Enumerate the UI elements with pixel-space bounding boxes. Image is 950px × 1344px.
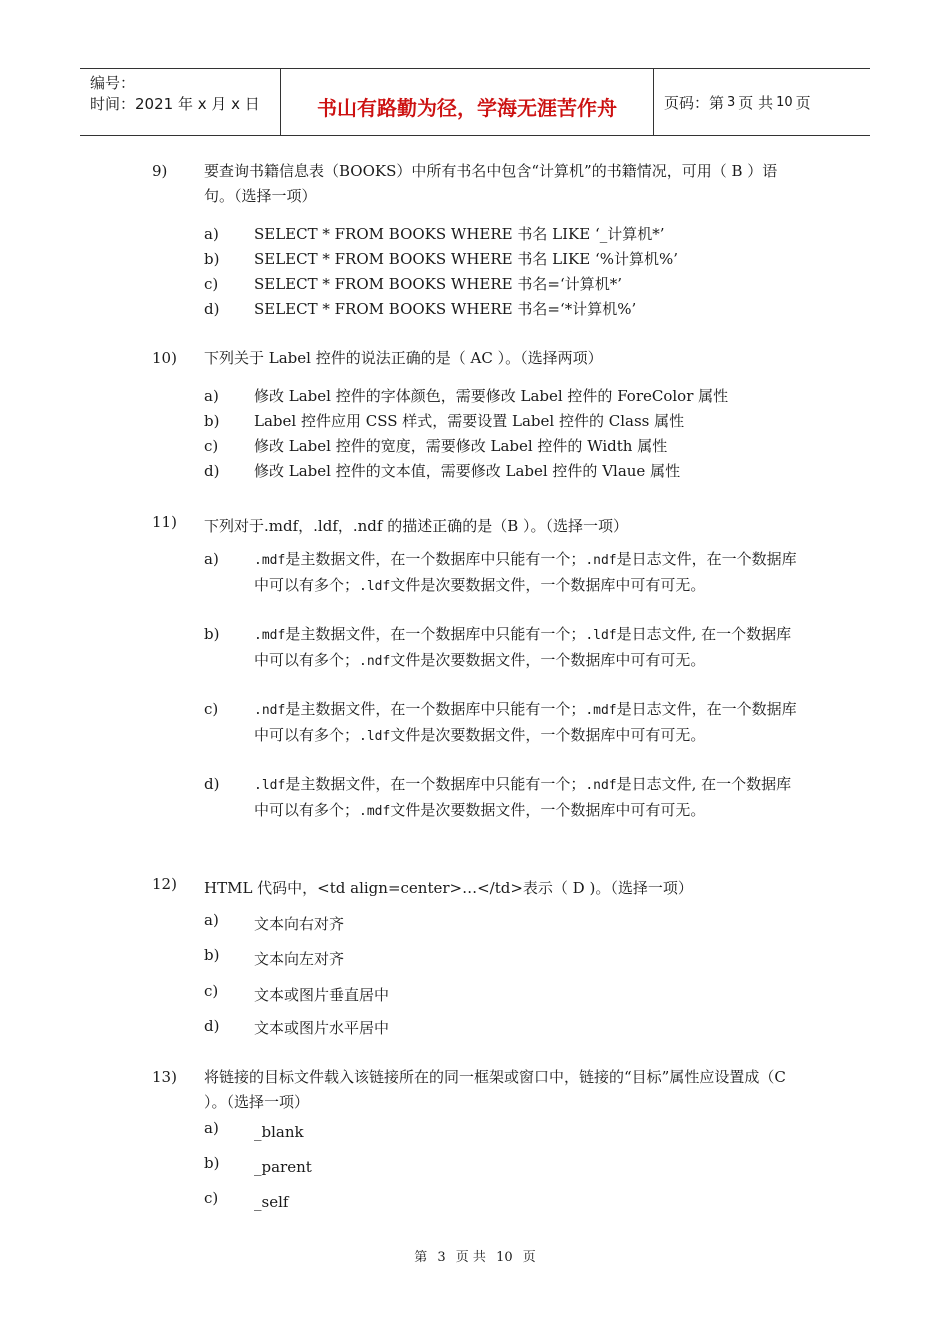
option-label: a) [204, 1119, 219, 1137]
option-text: SELECT * FROM BOOKS WHERE 书名 LIKE ‘_计算机*’ [254, 225, 665, 243]
option-text: .mdf是主数据文件，在一个数据库中只能有一个；.ldf是日志文件, 在一个数据库中可以有多个；.ndf文件是次要数据文件，一个数据库中可有可无。 [254, 625, 792, 669]
option-label: b) [204, 1154, 220, 1172]
option-text: SELECT * FROM BOOKS WHERE 书名=‘计算机*’ [254, 275, 622, 293]
option-text: SELECT * FROM BOOKS WHERE 书名=‘*计算机%’ [254, 300, 637, 318]
option-label: d) [204, 1017, 220, 1035]
question-text: 下列关于 Label 控件的说法正确的是（ AC ）。（选择两项） [204, 349, 603, 367]
footer-suffix: 页 [522, 1250, 536, 1265]
page-mid: 页 共 [738, 93, 774, 112]
question-number: 11) [152, 513, 177, 531]
option-label: c) [204, 982, 219, 1000]
option-label: d) [204, 300, 220, 318]
option-text: _self [254, 1193, 289, 1211]
question-number: 9) [152, 162, 168, 180]
header-page-info [654, 69, 870, 135]
page-total: 10 [776, 94, 793, 110]
option-text: 文本向右对齐 [254, 915, 345, 933]
question-text: 下列对于.mdf，.ldf，.ndf 的描述正确的是（B ）。（选择一项） [204, 517, 629, 535]
footer-prefix: 第 [414, 1250, 428, 1265]
option-text: _blank [254, 1123, 304, 1141]
question-text: 要查询书籍信息表（BOOKS）中所有书名中包含“计算机”的书籍情况，可用（ B ）语句。（选择一项） [204, 162, 778, 205]
option-text: _parent [254, 1158, 312, 1176]
question-number: 12) [152, 875, 177, 893]
option-text: 文本向左对齐 [254, 950, 345, 968]
option-label: a) [204, 225, 219, 243]
option-label: a) [204, 550, 219, 568]
option-label: c) [204, 437, 219, 455]
option-text: 文本或图片水平居中 [254, 1019, 390, 1037]
option-label: d) [204, 462, 220, 480]
option-text: 修改 Label 控件的字体颜色，需要修改 Label 控件的 ForeColor 属性 [254, 387, 729, 405]
option-text: .ndf是主数据文件，在一个数据库中只能有一个；.mdf是日志文件，在一个数据库中可以有多个；.ldf文件是次要数据文件，一个数据库中可有可无。 [254, 700, 797, 744]
option-label: b) [204, 946, 220, 964]
option-label: c) [204, 275, 219, 293]
option-label: b) [204, 412, 220, 430]
question-number: 13) [152, 1068, 177, 1086]
header-meta [80, 69, 281, 135]
question-text: 将链接的目标文件载入该链接所在的同一框架或窗口中，链接的“目标”属性应设置成（C ）。（选择一项） [204, 1068, 786, 1111]
option-label: a) [204, 387, 219, 405]
time-line: 时间：2021 年 x 月 x 日 [90, 95, 260, 113]
option-text: SELECT * FROM BOOKS WHERE 书名 LIKE ‘%计算机%’ [254, 250, 679, 268]
option-text: 修改 Label 控件的文本值，需要修改 Label 控件的 Vlaue 属性 [254, 462, 681, 480]
option-label: c) [204, 700, 219, 718]
option-text: .ldf是主数据文件，在一个数据库中只能有一个；.ndf是日志文件, 在一个数据库中可以有多个；.mdf文件是次要数据文件，一个数据库中可有可无。 [254, 775, 792, 819]
option-text: 文本或图片垂直居中 [254, 986, 390, 1004]
header-motto: 书山有路勤为径，学海无涯苦作舟 [281, 69, 654, 135]
footer-total: 10 [496, 1250, 513, 1265]
option-label: d) [204, 775, 220, 793]
option-text: .mdf是主数据文件，在一个数据库中只能有一个；.ndf是日志文件，在一个数据库中可以有多个；.ldf文件是次要数据文件，一个数据库中可有可无。 [254, 550, 797, 594]
page-header [80, 68, 870, 136]
page-suffix: 页 [795, 93, 811, 112]
option-label: b) [204, 625, 220, 643]
footer-current: 3 [437, 1250, 446, 1265]
page-current: 3 [727, 94, 736, 110]
number-label: 编号： [90, 74, 136, 92]
question-number: 10) [152, 349, 177, 367]
page-footer [0, 1246, 950, 1265]
option-label: c) [204, 1189, 219, 1207]
option-text: Label 控件应用 CSS 样式，需要设置 Label 控件的 Class 属性 [254, 412, 685, 430]
footer-mid: 页 共 [455, 1250, 486, 1265]
option-text: 修改 Label 控件的宽度，需要修改 Label 控件的 Width 属性 [254, 437, 668, 455]
question-text: HTML 代码中，<td align=center>…</td>表示（ D )。（选择一项） [204, 879, 693, 897]
option-label: a) [204, 911, 219, 929]
page-prefix: 页码：第 [664, 93, 725, 112]
option-label: b) [204, 250, 220, 268]
